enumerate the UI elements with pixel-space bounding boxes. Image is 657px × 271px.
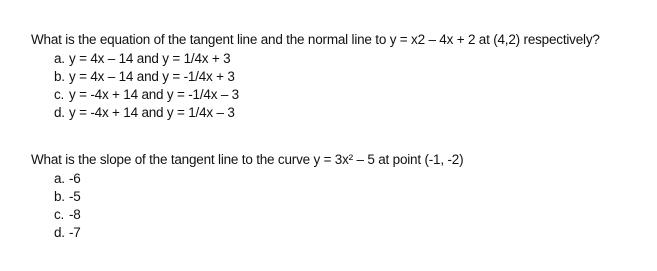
option-text: -8 — [69, 207, 81, 222]
question-1-options — [54, 50, 239, 122]
option-letter: a. — [54, 171, 65, 186]
option-letter: b. — [54, 189, 65, 204]
question-2-prompt: What is the slope of the tangent line to the curve y = 3x² – 5 at point (-1, -2) — [31, 152, 464, 167]
option-text: y = 4x – 14 and y = 1/4x + 3 — [69, 51, 231, 66]
option-text: y = 4x – 14 and y = -1/4x + 3 — [69, 69, 235, 84]
question-1-option-b — [54, 68, 239, 86]
option-letter: a. — [54, 51, 65, 66]
option-letter: c. — [54, 87, 65, 102]
option-text: -5 — [69, 189, 81, 204]
question-2-option-d — [54, 224, 81, 242]
question-2-option-b — [54, 188, 81, 206]
option-text: y = -4x + 14 and y = -1/4x – 3 — [69, 87, 239, 102]
option-letter: d. — [54, 105, 65, 120]
question-2-option-a — [54, 170, 81, 188]
question-1-option-d — [54, 104, 239, 122]
option-letter: b. — [54, 69, 65, 84]
option-letter: c. — [54, 207, 65, 222]
question-1-prompt: What is the equation of the tangent line and the normal line to y = x2 – 4x + 2 at (4,2) respectively? — [31, 32, 600, 47]
option-letter: d. — [54, 225, 65, 240]
option-text: y = -4x + 14 and y = 1/4x – 3 — [69, 105, 235, 120]
option-text: -6 — [69, 171, 81, 186]
question-1-option-c — [54, 86, 239, 104]
question-1-option-a — [54, 50, 239, 68]
question-2-option-c — [54, 206, 81, 224]
question-2-options — [54, 170, 81, 242]
option-text: -7 — [69, 225, 81, 240]
